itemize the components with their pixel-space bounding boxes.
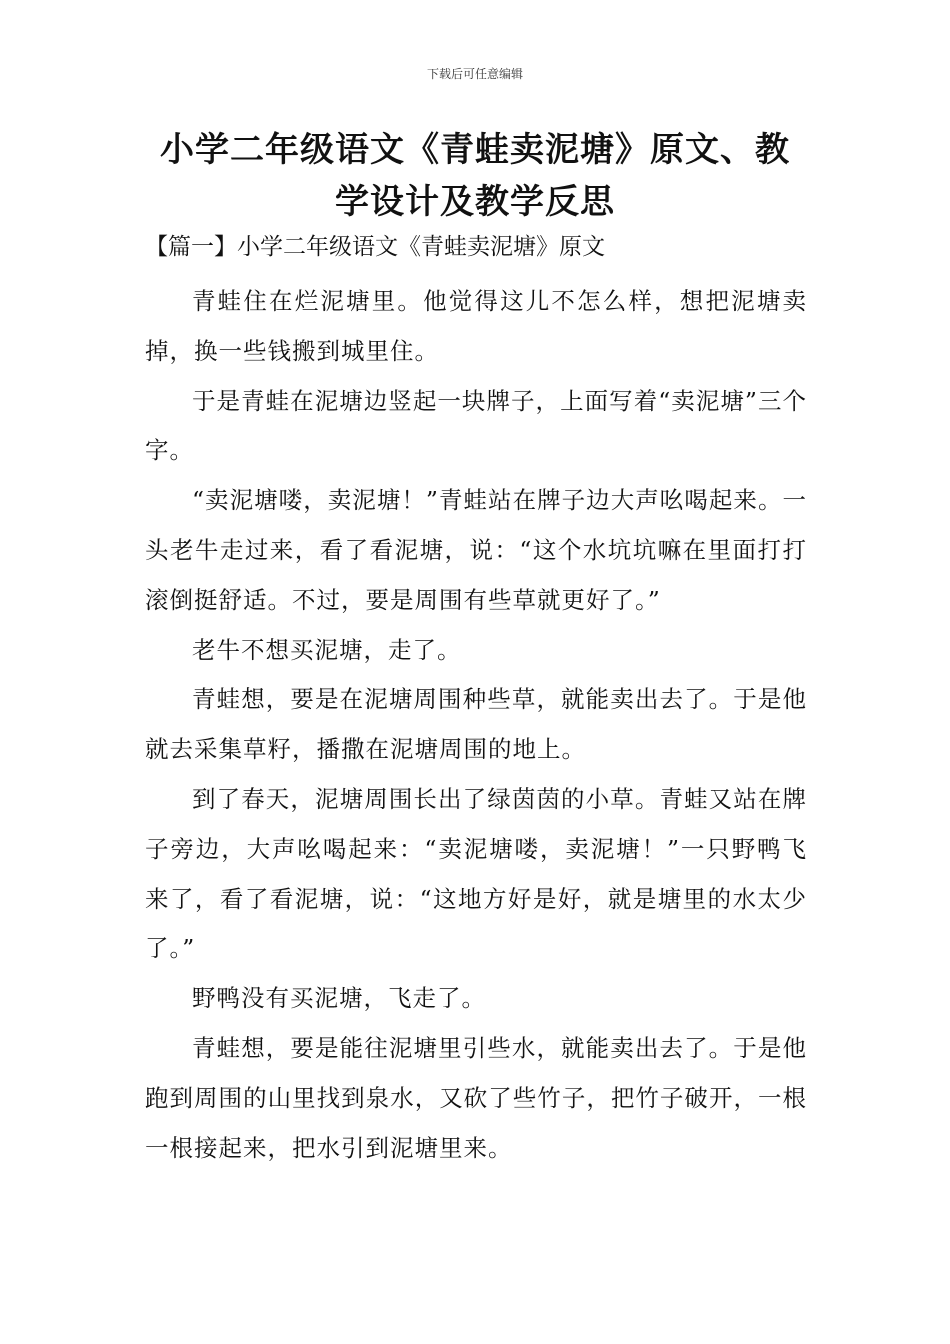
paragraph: 青蛙住在烂泥塘里。他觉得这儿不怎么样，想把泥塘卖掉，换一些钱搬到城里住。 [145,287,807,365]
paragraph: 老牛不想买泥塘，走了。 [192,635,462,664]
body-text [145,277,807,1173]
section-heading: 【篇一】小学二年级语文《青蛙卖泥塘》原文 [145,234,605,260]
document-title: 小学二年级语文《青蛙卖泥塘》原文、教学设计及教学反思 [160,130,790,222]
paragraph: 于是青蛙在泥塘边竖起一块牌子，上面写着“卖泥塘”三个字。 [145,386,807,465]
paragraph: 到了春天，泥塘周围长出了绿茵茵的小草。青蛙又站在牌子旁边，大声吆喝起来：“卖泥塘喽，卖泥塘！”一只野鸭飞来了，看了看泥塘，说：“这地方好是好，就是塘里的水太少了。” [145,784,807,963]
header-note: 下载后可任意编辑 [426,67,523,81]
paragraph: 野鸭没有买泥塘，飞走了。 [192,984,486,1013]
paragraph: 青蛙想，要是能往泥塘里引些水，就能卖出去了。于是他跑到周围的山里找到泉水，又砍了些竹子，把竹子破开，一根一根接起来，把水引到泥塘里来。 [145,1033,807,1162]
paragraph: 青蛙想，要是在泥塘周围种些草，就能卖出去了。于是他就去采集草籽，播撒在泥塘周围的地上。 [145,685,807,764]
paragraph: “卖泥塘喽，卖泥塘！”青蛙站在牌子边大声吆喝起来。一头老牛走过来，看了看泥塘，说：“这个水坑坑嘛在里面打打滚倒挺舒适。不过，要是周围有些草就更好了。” [145,486,807,614]
